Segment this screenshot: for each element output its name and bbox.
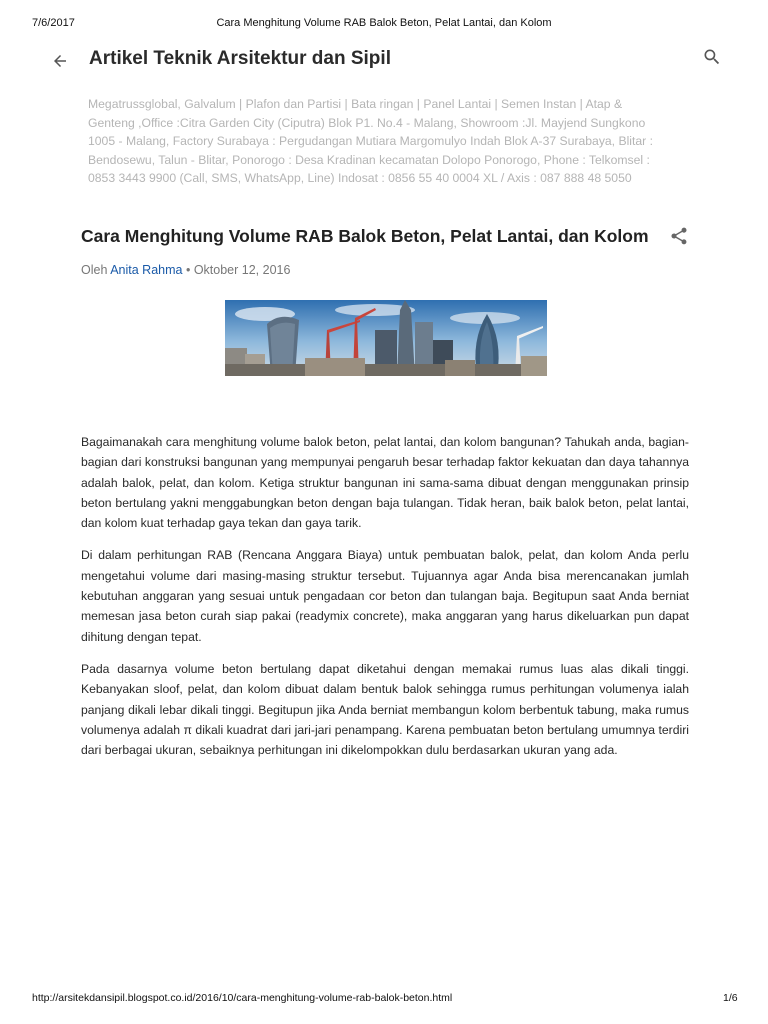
hero-image-city-skyline xyxy=(225,300,547,376)
byline-prefix: Oleh xyxy=(81,263,108,277)
print-footer-url: http://arsitekdansipil.blogspot.co.id/2016/10/cara-menghitung-volume-rab-balok-beton.html xyxy=(32,992,453,1004)
print-page-number: 1/6 xyxy=(723,992,738,1004)
blog-description: Megatrussglobal, Galvalum | Plafon dan Partisi | Bata ringan | Panel Lantai | Semen Instan | Atap & Genteng ,Office :Citra Garden City (Ciputra) Blok P1. No.4 - Malang, Showroom :Jl. Mayjend Sungkono 1005 - Malang, Factory Surabaya : Pergudangan Mutiara Margomulyo Indah Blok A-37 Surabaya, Blitar : Bendosewu, Talun - Blitar, Ponorogo : Desa Kradinan kecamatan Dolopo Ponorogo, Phone : Telkomsel : 0853 3443 9900 (Call, SMS, WhatsApp, Line) Indosat : 0856 55 40 0004 XL / Axis : 087 888 48 5050 xyxy=(88,97,653,185)
print-date: 7/6/2017 xyxy=(32,17,75,29)
post-byline xyxy=(81,263,290,277)
search-button[interactable] xyxy=(700,45,724,69)
share-icon xyxy=(669,226,689,246)
paragraph-3 xyxy=(81,659,689,760)
paragraph-3-start: Pada dasarnya volume xyxy=(81,661,223,676)
paragraph-1: Bagaimanakah cara menghitung volume balok beton, pelat lantai, dan kolom bangunan? Tahukah anda, bagian-bagian dari konstruksi bangunan yang mempunyai pengaruh besar terhadap faktor kekuatan dan daya tahannya adalah balok, pelat, dan kolom. Ketiga struktur bangunan ini sama-sama dibuat dengan menggunakan prinsip beton bertulang yakni menggabungkan beton dengan baja tulangan. Tidak heran, baik balok beton, pelat lantai, dan kolom kuat terhadap gaya tekan dan gaya tarik. xyxy=(81,435,689,531)
search-icon xyxy=(702,47,722,67)
author-link[interactable]: Anita Rahma xyxy=(110,263,183,277)
paragraph-3-end: dapat diketahui dengan memakai rumus luas alas dikali tinggi. Kebanyakan sloof, pelat, dan kolom dibuat dalam bentuk balok sehingga rumus perhitungan volumenya ialah panjang dikali lebar dikali tinggi. Begitupun jika Anda berniat membangun kolom berbentuk tabung, maka rumus volumenya adalah π dikali kuadrat dari jari-jari penampang. Karena pembuatan beton bertulang umumnya terdiri dari berbagai ukuran, sebaiknya perhitungan ini dikelompokkan dulu berdasarkan ukuran yang ada. xyxy=(81,661,689,758)
blog-title[interactable]: Artikel Teknik Arsitektur dan Sipil xyxy=(89,48,391,69)
post-date: Oktober 12, 2016 xyxy=(193,263,291,277)
back-button[interactable] xyxy=(47,48,73,74)
share-button[interactable] xyxy=(667,224,691,248)
print-page-title: Cara Menghitung Volume RAB Balok Beton, Pelat Lantai, dan Kolom xyxy=(216,17,552,29)
arrow-left-icon xyxy=(51,52,69,70)
paragraph-2: Di dalam perhitungan RAB (Rencana Anggara Biaya) untuk pembuatan balok, pelat, dan kolom Anda perlu mengetahui volume dari masing-masing struktur tersebut. Tujuannya agar Anda bisa merencanakan jumlah kebutuhan anggaran yang sesuai untuk pengadaan cor beton dan tulangan baja. Begitupun saat Anda berniat memesan jasa beton curah siap pakai (readymix concrete), maka anggaran yang harus dikeluarkan pun dapat dihitung dengan tepat. xyxy=(81,548,689,644)
post-title: Cara Menghitung Volume RAB Balok Beton, Pelat Lantai, dan Kolom xyxy=(81,226,649,246)
beton-bertulang-link[interactable]: beton bertulang xyxy=(222,661,312,676)
post-body xyxy=(81,432,689,772)
byline-separator: • xyxy=(185,263,191,277)
